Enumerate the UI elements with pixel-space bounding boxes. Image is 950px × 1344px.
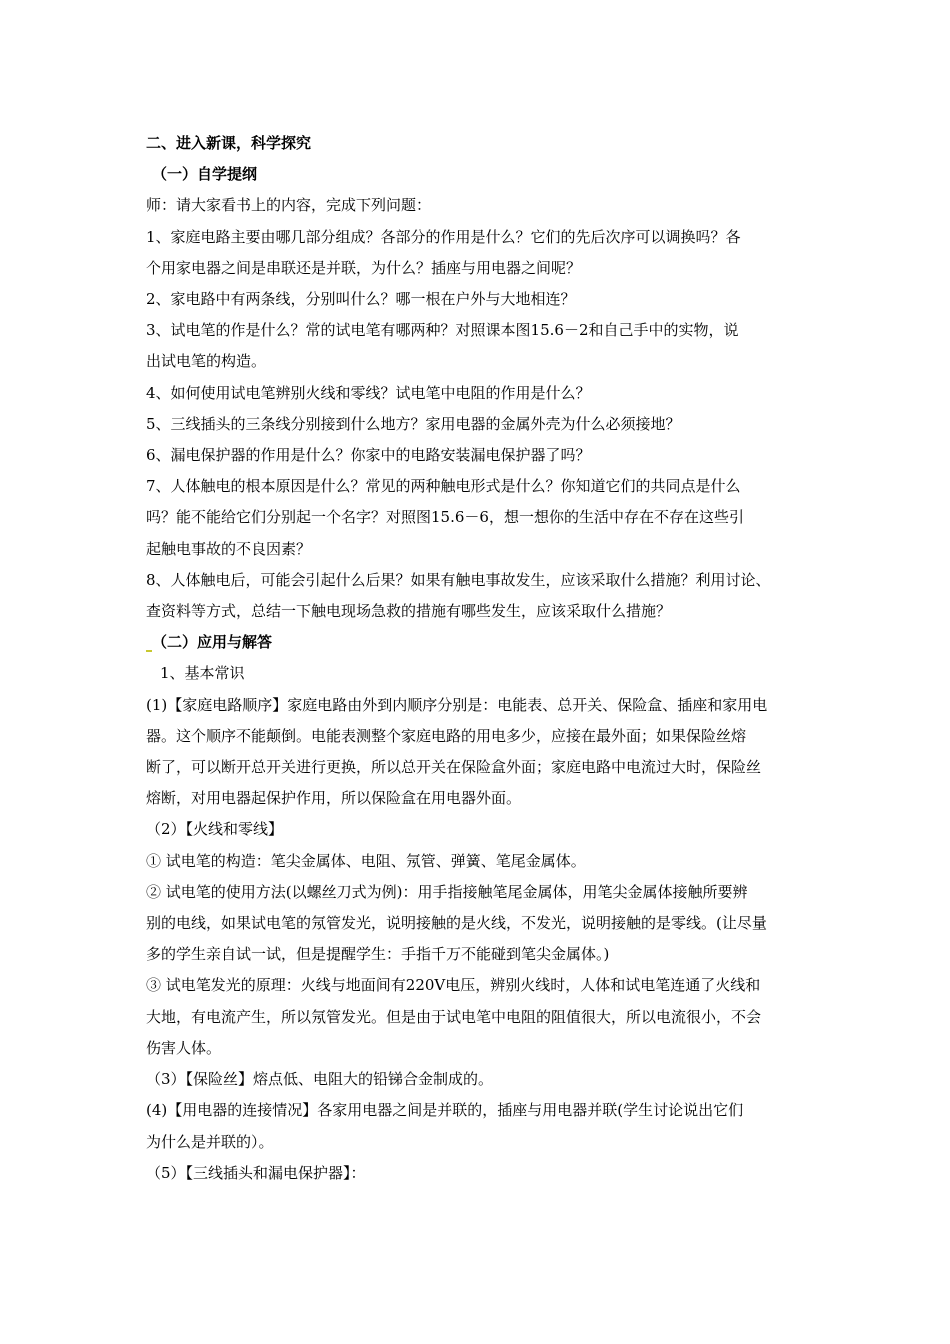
question-1: 1、家庭电路主要由哪几部分组成？各部分的作用是什么？它们的先后次序可以调换吗？各 个用家电器之间是串联还是并联，为什么？插座与用电器之间呢？: [146, 227, 741, 277]
part1-heading: （一）自学提纲: [152, 165, 258, 184]
question-6: 6、漏电保护器的作用是什么？你家中的电路安装漏电保护器了吗？: [146, 446, 591, 465]
document-page: [146, 128, 822, 1189]
question-4: 4、如何使用试电笔辨别火线和零线？试电笔中电阻的作用是什么？: [146, 383, 591, 402]
question-5: 5、三线插头的三条线分别接到什么地方？家用电器的金属外壳为什么必须接地？: [146, 414, 681, 433]
part2-subheading: 1、基本常识: [160, 664, 245, 683]
item-tester-structure: ① 试电笔的构造：笔尖金属体、电阻、氖管、弹簧、笔尾金属体。: [146, 851, 586, 870]
item-live-neutral-heading: （2）【火线和零线】: [146, 820, 284, 839]
part1-intro: 师：请大家看书上的内容，完成下列问题：: [146, 196, 432, 215]
item-tester-principle: ③ 试电笔发光的原理：火线与地面间有220V电压，辨别火线时，人体和试电笔连通了火线和 大地，有电流产生，所以氖管发光。但是由于试电笔中电阻的阻值很大，所以电流很小，不会 伤害人体。: [146, 976, 762, 1057]
item-three-wire-plug: （5）【三线插头和漏电保护器】：: [146, 1163, 366, 1182]
question-3: 3、试电笔的作是什么？常的试电笔有哪两种？对照课本图15.6－2和自己手中的实物，说 出试电笔的构造。: [146, 321, 739, 371]
question-8: 8、人体触电后，可能会引起什么后果？如果有触电事故发生，应该采取什么措施？利用讨论、 查资料等方式，总结一下触电现场急救的措施有哪些发生，应该采取什么措施？: [146, 570, 771, 621]
part2-heading: （二）应用与解答: [146, 627, 822, 658]
section-title: 二、进入新课，科学探究: [146, 134, 312, 152]
item-circuit-order: (1)【家庭电路顺序】家庭电路由外到内顺序分别是：电能表、总开关、保险盒、插座和家用电 器。这个顺序不能颠倒。电能表测整个家庭电路的用电多少，应接在最外面；如果保险丝熔 断了，可以断开总开关进行更换，所以总开关在保险盒外面；家庭电路中电流过大时，保险丝 熔断，对用电器起保护作用，所以保险盒在用电器外面。: [146, 695, 768, 808]
item-fuse: （3）【保险丝】熔点低、电阻大的铅锑合金制成的。: [146, 1070, 494, 1089]
item-appliance-connection: (4)【用电器的连接情况】各家用电器之间是并联的，插座与用电器并联(学生讨论说出它们 为什么是并联的）。: [146, 1101, 744, 1151]
question-list: [146, 222, 822, 628]
question-7: 7、人体触电的根本原因是什么？常见的两种触电形式是什么？你知道它们的共同点是什么 吗？能不能给它们分别起一个名字？对照图15.6－6，想一想你的生活中存在不存在这些引 起触电事故的不良因素？: [146, 477, 744, 558]
question-2: 2、家电路中有两条线，分别叫什么？哪一根在户外与大地相连？: [146, 290, 576, 309]
item-tester-usage: ② 试电笔的使用方法(以螺丝刀式为例)：用手指接触笔尾金属体，用笔尖金属体接触所要辨 别的电线，如果试电笔的氖管发光，说明接触的是火线，不发光，说明接触的是零线。(让尽量 多的学生亲自试一试，但是提醒学生：手指千万不能碰到笔尖金属体。): [146, 882, 767, 964]
knowledge-list: [146, 690, 822, 1189]
